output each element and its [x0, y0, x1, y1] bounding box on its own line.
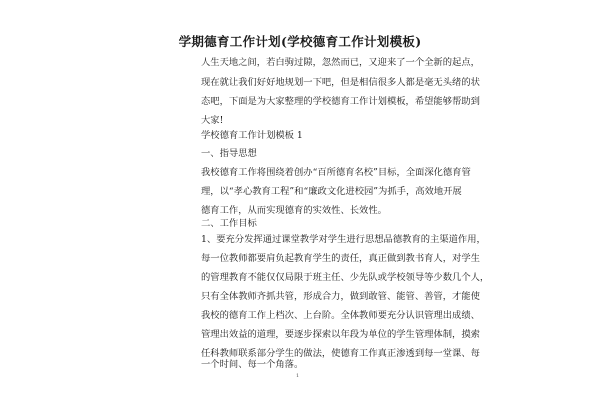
section2-line: 只有全体教师齐抓共管，形成合力，做到敢管、能管、善管，才能使	[201, 291, 480, 302]
section1-heading: 一、指导思想	[201, 148, 257, 159]
section2-heading: 二、工作目标	[201, 218, 257, 229]
section2-line: 管理出效益的道理，要逐步探索以年段为单位的学生管理体制，摸索	[201, 329, 480, 340]
section2-line: 1、要充分发挥通过课堂教学对学生进行思想品德教育的主渠道作用，	[201, 234, 486, 245]
intro-line: 人生天地之间，若白驹过隙，忽然而已，又迎来了一个全新的起点，	[201, 57, 480, 68]
intro-line: 现在就让我们好好地规划一下吧，但是相信很多人都是毫无头绪的状	[201, 77, 480, 88]
template-title: 学校德育工作计划模板 1	[201, 130, 303, 141]
intro-line: 大家!	[201, 115, 224, 126]
document-title: 学期德育工作计划(学校德育工作计划模板)	[178, 34, 422, 49]
intro-line: 态吧，下面是为大家整理的学校德育工作计划模板，希望能够帮助到	[201, 96, 480, 107]
section1-line: 德育工作，从而实现德育的实效性、长效性。	[201, 205, 387, 216]
page-number: 1	[296, 373, 300, 379]
section1-line: 我校德育工作将围绕着创办“百所德育名校”目标，全面深化德育管	[201, 167, 471, 178]
section1-line: 理，以“孝心教育工程”和“廉政文化进校园”为抓手，高效地开展	[201, 186, 462, 197]
section2-line: 任科教师联系部分学生的做法，使德育工作真正渗透到每一堂课、每	[201, 348, 480, 359]
section2-line: 每一位教师都要肩负起教育学生的责任，真正做到教书育人，对学生	[201, 253, 480, 264]
section2-line: 我校的德育工作上档次、上台阶。全体教师要充分认识管理出成绩、	[201, 310, 480, 321]
section2-line: 的管理教育不能仅仅局限于班主任、少先队或学校领导等少数几个人，	[201, 272, 490, 283]
section2-line: 一个时间、每一个角落。	[201, 359, 304, 370]
